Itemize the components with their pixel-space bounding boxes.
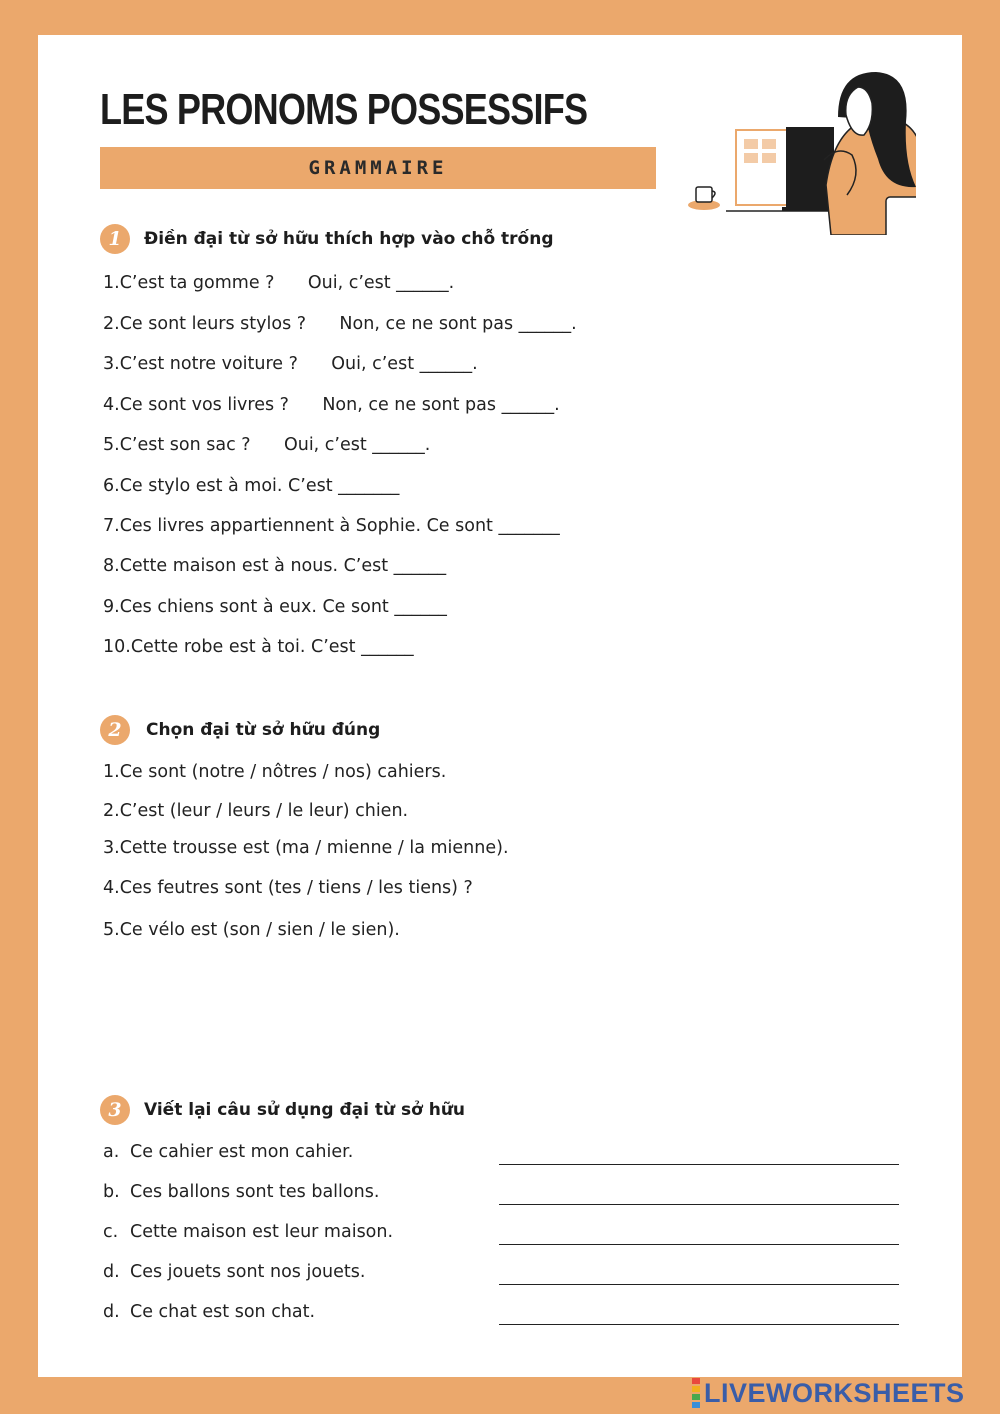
rewrite-sentence: Ces jouets sont nos jouets. bbox=[130, 1262, 366, 1282]
page-title: LES PRONOMS POSSESSIFS bbox=[100, 85, 588, 134]
rewrite-letter: a. bbox=[103, 1142, 120, 1162]
rewrite-row bbox=[103, 1142, 963, 1168]
exercise-1-item: 8.Cette maison est à nous. C’est ______ bbox=[103, 556, 447, 576]
exercise-2-item: 4.Ces feutres sont (tes / tiens / les tiens) ? bbox=[103, 878, 473, 898]
answer-line[interactable] bbox=[499, 1164, 899, 1165]
section-2-header bbox=[100, 715, 380, 745]
exercise-1-item: 4.Ce sont vos livres ? Non, ce ne sont pas ______. bbox=[103, 395, 560, 415]
rewrite-sentence: Cette maison est leur maison. bbox=[130, 1222, 394, 1242]
section-3-title: Viết lại câu sử dụng đại từ sở hữu bbox=[144, 1100, 466, 1120]
exercise-2-item: 1.Ce sont (notre / nôtres / nos) cahiers. bbox=[103, 762, 447, 782]
answer-line[interactable] bbox=[499, 1284, 899, 1285]
exercise-2-item: 2.C’est (leur / leurs / le leur) chien. bbox=[103, 801, 409, 821]
exercise-1-item: 5.C’est son sac ? Oui, c’est ______. bbox=[103, 435, 431, 455]
rewrite-letter: c. bbox=[103, 1222, 119, 1242]
section-1-number: 1 bbox=[100, 224, 130, 254]
logo-text: LIVEWORKSHEETS bbox=[704, 1377, 965, 1408]
exercise-2-item: 3.Cette trousse est (ma / mienne / la mienne). bbox=[103, 838, 509, 858]
rewrite-letter: d. bbox=[103, 1302, 120, 1322]
answer-line[interactable] bbox=[499, 1324, 899, 1325]
rewrite-row bbox=[103, 1222, 963, 1248]
worksheet-page bbox=[38, 35, 962, 1377]
section-2-title: Chọn đại từ sở hữu đúng bbox=[146, 720, 381, 740]
rewrite-row bbox=[103, 1302, 963, 1328]
exercise-1-item: 1.C’est ta gomme ? Oui, c’est ______. bbox=[103, 273, 455, 293]
subtitle-banner bbox=[100, 147, 656, 189]
exercise-2-item: 5.Ce vélo est (son / sien / le sien). bbox=[103, 920, 400, 940]
rewrite-sentence: Ces ballons sont tes ballons. bbox=[130, 1182, 380, 1202]
exercise-1-item: 9.Ces chiens sont à eux. Ce sont ______ bbox=[103, 597, 447, 617]
rewrite-sentence: Ce chat est son chat. bbox=[130, 1302, 316, 1322]
section-3-header bbox=[100, 1095, 465, 1125]
rewrite-letter: d. bbox=[103, 1262, 120, 1282]
exercise-1-item: 7.Ces livres appartiennent à Sophie. Ce sont _______ bbox=[103, 516, 560, 536]
rewrite-row bbox=[103, 1262, 963, 1288]
exercise-1-item: 10.Cette robe est à toi. C’est ______ bbox=[103, 637, 414, 657]
answer-line[interactable] bbox=[499, 1204, 899, 1205]
section-1-header bbox=[100, 224, 554, 254]
liveworksheets-mark-icon bbox=[692, 1377, 700, 1409]
section-1-title: Điền đại từ sở hữu thích hợp vào chỗ trống bbox=[144, 229, 554, 249]
exercise-1-item: 6.Ce stylo est à moi. C’est _______ bbox=[103, 476, 400, 496]
answer-line[interactable] bbox=[499, 1244, 899, 1245]
liveworksheets-logo[interactable] bbox=[692, 1376, 965, 1410]
exercise-1-item: 2.Ce sont leurs stylos ? Non, ce ne sont pas ______. bbox=[103, 314, 577, 334]
rewrite-sentence: Ce cahier est mon cahier. bbox=[130, 1142, 354, 1162]
section-3-number: 3 bbox=[100, 1095, 130, 1125]
subtitle-label: GRAMMAIRE bbox=[308, 157, 448, 179]
woman-at-laptop-illustration bbox=[686, 65, 916, 235]
section-2-number: 2 bbox=[100, 715, 130, 745]
rewrite-row bbox=[103, 1182, 963, 1208]
rewrite-letter: b. bbox=[103, 1182, 120, 1202]
exercise-1-item: 3.C’est notre voiture ? Oui, c’est ______. bbox=[103, 354, 478, 374]
